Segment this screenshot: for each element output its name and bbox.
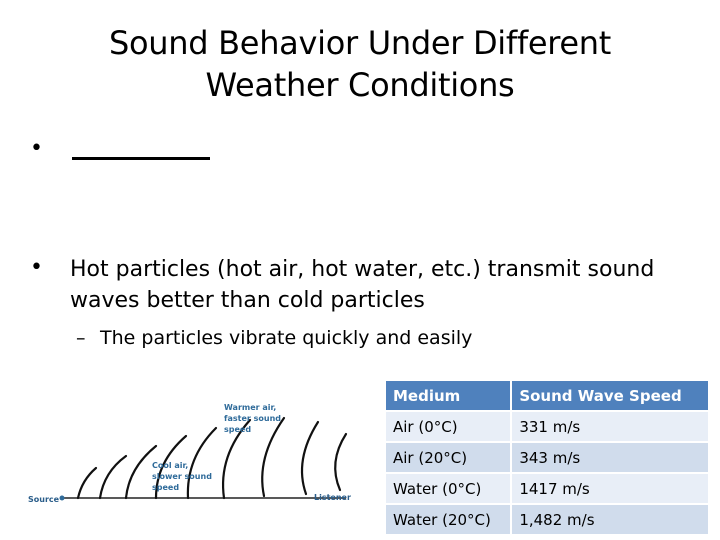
sub-bullet-text: The particles vibrate quickly and easily	[100, 327, 473, 349]
bullet-marker-2: •	[30, 255, 43, 280]
sub-bullet-dash: –	[76, 327, 86, 349]
table-row	[386, 505, 708, 536]
title-line-1: Sound Behavior Under Different	[109, 24, 611, 62]
table-row	[386, 443, 708, 474]
cell-medium: Air (0°C)	[386, 412, 512, 443]
wave-arc	[302, 422, 318, 494]
wave-arc	[100, 456, 126, 498]
header-speed: Sound Wave Speed	[512, 381, 708, 412]
cell-medium: Air (20°C)	[386, 443, 512, 474]
cell-medium: Water (0°C)	[386, 474, 512, 505]
wave-arc	[78, 468, 96, 498]
cell-medium: Water (20°C)	[386, 505, 512, 536]
bullet-marker-1: •	[30, 136, 43, 161]
sub-bullet	[76, 327, 472, 349]
cell-speed: 331 m/s	[512, 412, 708, 443]
source-point	[60, 496, 65, 501]
title-line-2: Weather Conditions	[205, 66, 515, 105]
sound-refraction-diagram	[28, 398, 362, 526]
slide-title	[60, 22, 660, 106]
fill-in-blank-line	[72, 157, 210, 160]
source-label: Source	[28, 495, 60, 504]
sound-wave-arcs	[78, 418, 346, 498]
cool-label: Cool air, slower sound speed	[152, 461, 212, 492]
bullet-hot-particles: Hot particles (hot air, hot water, etc.) transmit sound waves better than cold particles	[70, 257, 655, 313]
wave-arc	[188, 428, 216, 498]
cell-speed: 343 m/s	[512, 443, 708, 474]
wave-arc	[262, 418, 284, 496]
listener-label: Listener	[314, 493, 351, 502]
table-row	[386, 474, 708, 505]
table-header-row	[386, 381, 708, 412]
cell-speed: 1,482 m/s	[512, 505, 708, 536]
cell-speed: 1417 m/s	[512, 474, 708, 505]
warm-label: Warmer air, faster sound speed	[224, 403, 281, 434]
table-row	[386, 412, 708, 443]
wave-arc	[335, 434, 346, 490]
speed-table	[386, 381, 708, 536]
header-medium: Medium	[386, 381, 512, 412]
